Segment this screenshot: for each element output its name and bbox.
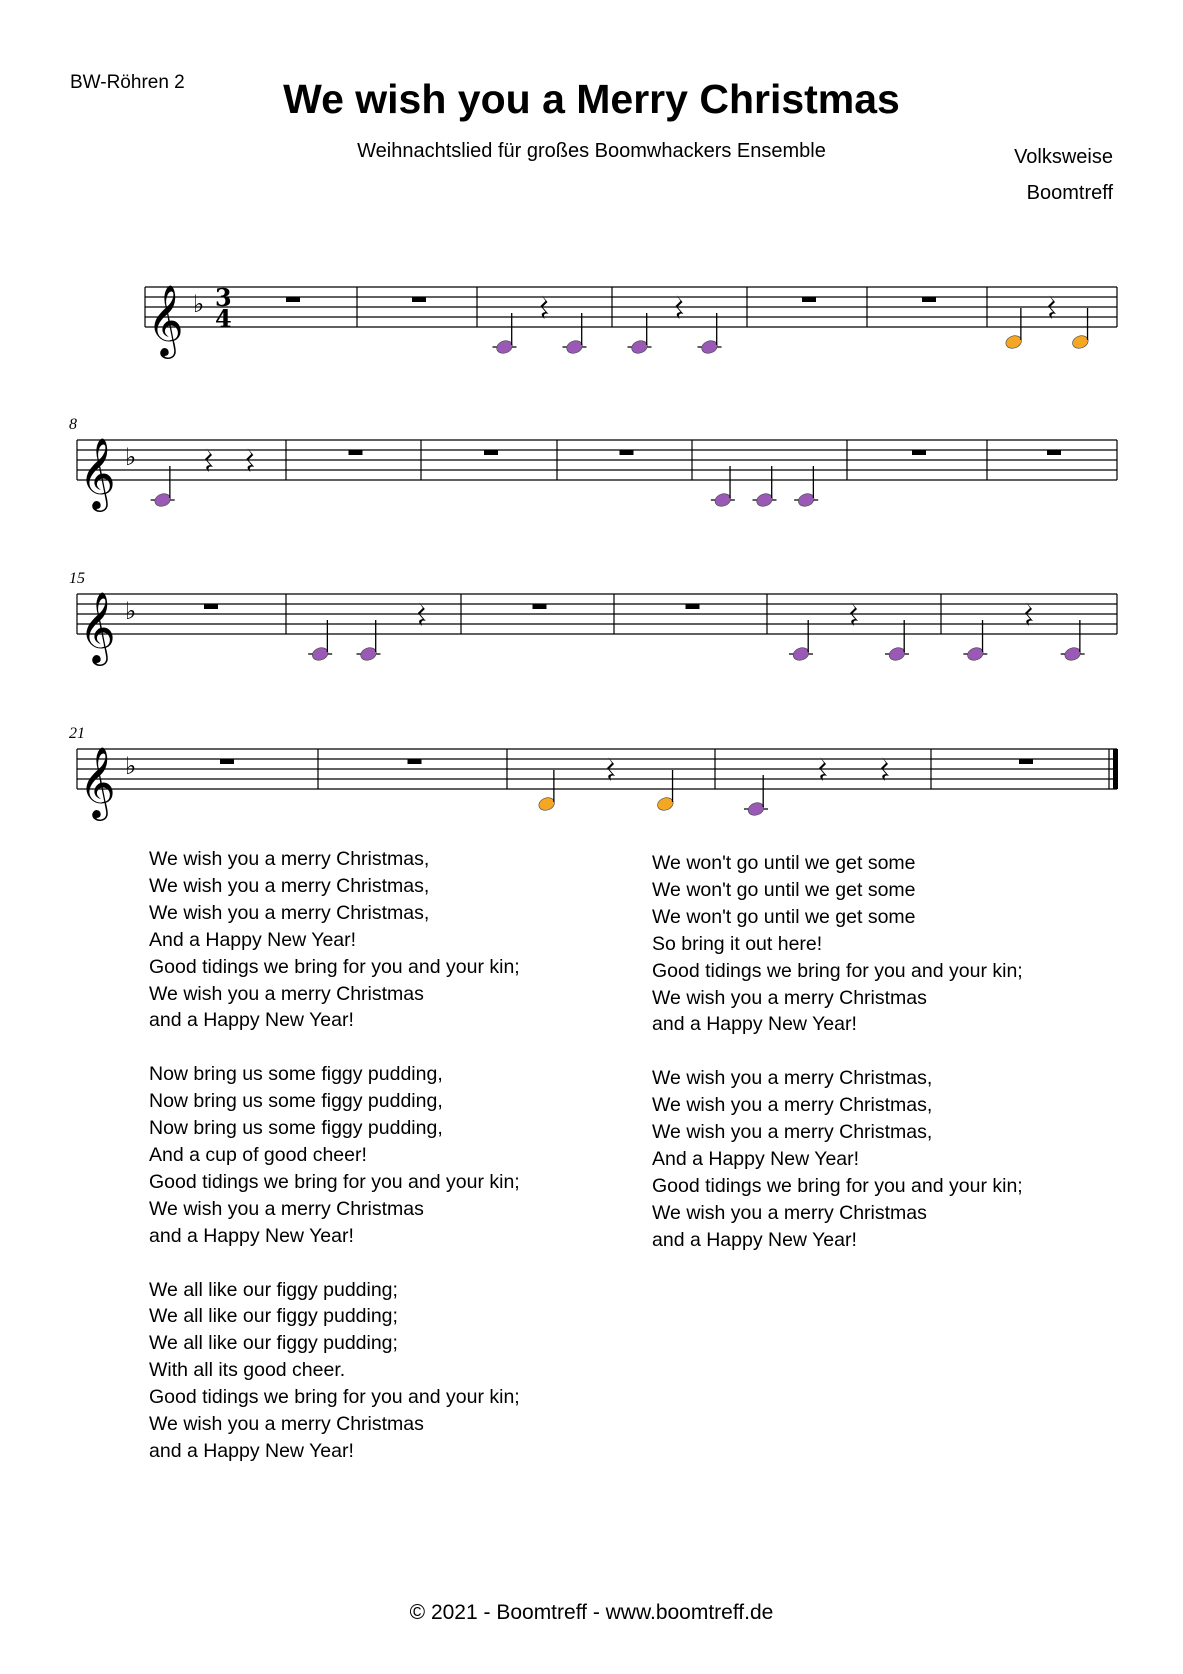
measure-number: 21 xyxy=(69,725,85,742)
whole-rest xyxy=(686,604,700,609)
whole-rest xyxy=(1019,759,1033,764)
sheet-music-score xyxy=(0,0,1183,830)
treble-clef: 𝄞 xyxy=(79,745,116,818)
lyrics-column-right: We won't go until we get some We won't go until we get some We won't go until we get some So bring it out here! Good tidings we bring for you and your kin; We wish you a merry Christmas and a Happy New Year! We wish you a merry Christmas, We wish you a merry Christmas, We wish you a merry Christmas, And a Happy New Year! Good tidings we bring for you and your kin; We wish you a merry Christmas and a Happy New Year! xyxy=(652,852,1023,1251)
time-signature-numerator: 3 xyxy=(215,283,232,312)
whole-rest xyxy=(349,450,363,455)
whole-rest xyxy=(220,759,234,764)
whole-rest xyxy=(922,297,936,302)
final-barline-thick xyxy=(1113,749,1118,789)
whole-rest xyxy=(1047,450,1061,455)
composer: Volksweise xyxy=(1014,146,1113,168)
footer-copyright: © 2021 - Boomtreff - www.boomtreff.de xyxy=(409,1601,774,1624)
key-signature-flat: ♭ xyxy=(125,597,137,625)
treble-clef: 𝄞 xyxy=(79,436,116,509)
whole-rest xyxy=(204,604,218,609)
whole-rest xyxy=(484,450,498,455)
lyrics-column-left: We wish you a merry Christmas, We wish you a merry Christmas, We wish you a merry Christmas, And a Happy New Year! Good tidings we bring for you and your kin; We wish you a merry Christmas and a Happy New Year! Now bring us some figgy pudding, Now bring us some figgy pudding, Now bring us some figgy pudding, And a cup of good cheer! Good tidings we bring for you and your kin; We wish you a merry Christmas and a Happy New Year! We all like our figgy pudding; We all like our figgy pudding; We all like our figgy pudding; With all its good cheer. Good tidings we bring for you and your kin; We wish you a merry Christmas and a Happy New Year! xyxy=(149,848,520,1462)
arranger: Boomtreff xyxy=(1026,182,1113,204)
treble-clef: 𝄞 xyxy=(147,283,184,356)
time-signature-denominator: 4 xyxy=(215,304,232,333)
subtitle: Weihnachtslied für großes Boomwhackers Ensemble xyxy=(357,140,826,162)
part-label: BW-Röhren 2 xyxy=(70,72,185,93)
whole-rest xyxy=(286,297,300,302)
whole-rest xyxy=(620,450,634,455)
key-signature-flat: ♭ xyxy=(193,290,205,318)
page-title: We wish you a Merry Christmas xyxy=(283,76,900,122)
measure-number: 8 xyxy=(69,416,77,433)
treble-clef: 𝄞 xyxy=(79,590,116,663)
key-signature-flat: ♭ xyxy=(125,443,137,471)
whole-rest xyxy=(412,297,426,302)
whole-rest xyxy=(533,604,547,609)
whole-rest xyxy=(408,759,422,764)
whole-rest xyxy=(912,450,926,455)
key-signature-flat: ♭ xyxy=(125,752,137,780)
measure-number: 15 xyxy=(69,570,85,587)
whole-rest xyxy=(802,297,816,302)
